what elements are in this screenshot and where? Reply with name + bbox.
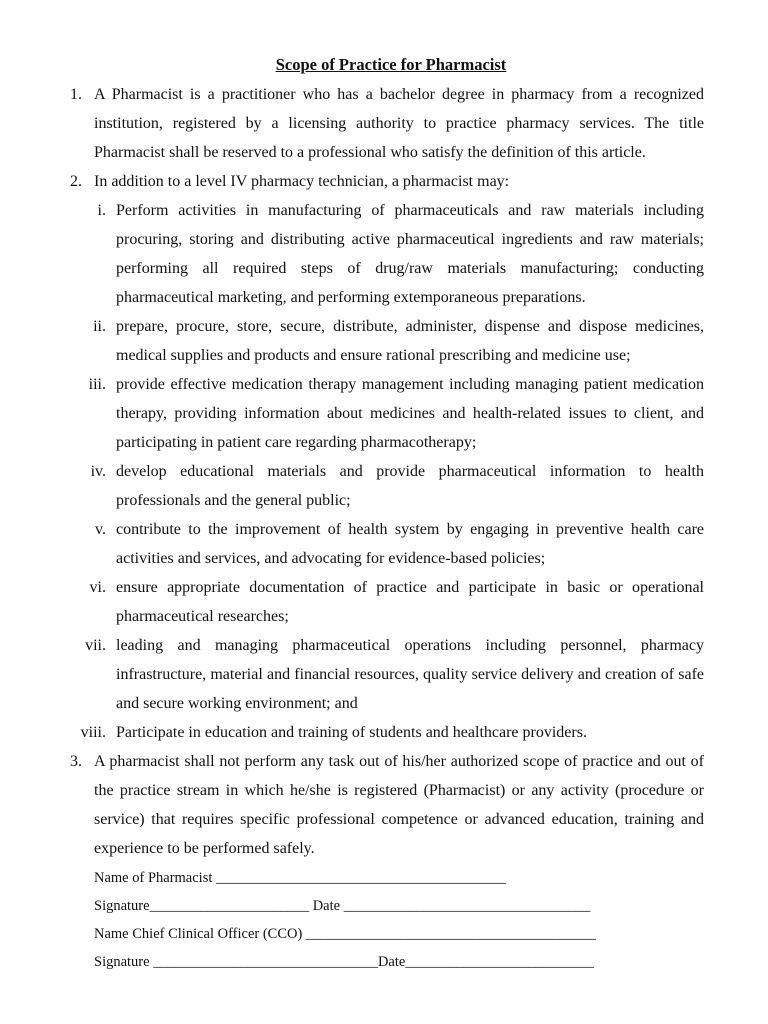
sub-item-number: vi. [89,579,106,596]
sub-item-number: iv. [90,463,106,480]
sub-item-text: Perform activities in manufacturing of pharmaceuticals and raw materials including procuring, storing and distributing active pharmaceutical ingredients and raw materials; performing all required steps of drug/raw materials manufacturing; conducting pharmaceutical marketing, and performing extemporaneous preparations. [116,202,704,306]
sub-item-v [64,515,704,573]
sub-item-iii [64,370,704,457]
sub-item-text: leading and managing pharmaceutical operations including personnel, pharmacy infrastructure, material and financial resources, quality service delivery and creation of safe and secure working environment; and [116,637,704,712]
signature-block [94,864,704,976]
sub-item-i [64,196,704,312]
sub-item-number: i. [97,202,106,219]
item-text: A pharmacist shall not perform any task out of his/her authorized scope of practice and out of the practice stream in which he/she is registered (Pharmacist) or any activity (procedure or service) that requires specific professional competence or advanced education, training and experience to be performed safely. [94,753,704,857]
cco-name-line: Name Chief Clinical Officer (CCO) ________________________________________ [94,926,596,942]
sub-item-number: viii. [80,724,106,741]
sub-item-text: contribute to the improvement of health system by engaging in preventive health care activities and services, and advocating for evidence-based policies; [116,521,704,567]
sub-item-number: ii. [93,318,106,335]
sub-item-text: Participate in education and training of students and healthcare providers. [116,724,587,741]
sub-item-viii [64,718,704,747]
list-item-1 [64,80,704,167]
sub-item-number: vii. [85,637,106,654]
sub-item-ii [64,312,704,370]
sub-item-text: develop educational materials and provide pharmaceutical information to health professionals and the general public; [116,463,704,509]
sub-item-vii [64,631,704,718]
document-body [64,80,704,976]
sub-item-iv [64,457,704,515]
item-number: 3. [70,753,82,770]
item-number: 1. [70,86,82,103]
item-number: 2. [70,173,82,190]
document-title: Scope of Practice for Pharmacist [275,55,507,74]
sub-item-number: v. [95,521,106,538]
sub-item-number: iii. [88,376,106,393]
item-text: A Pharmacist is a practitioner who has a bachelor degree in pharmacy from a recognized institution, registered by a licensing authority to practice pharmacy services. The title Pharmacist shall be reserved to a professional who satisfy the definition of this article. [94,86,704,161]
sub-item-text: ensure appropriate documentation of practice and participate in basic or operational pharmaceutical researches; [116,579,704,625]
list-item-2 [64,167,704,196]
item-text: In addition to a level IV pharmacy technician, a pharmacist may: [94,173,510,190]
sub-item-text: provide effective medication therapy management including managing patient medication therapy, providing information about medicines and health-related issues to client, and participating in patient care regarding pharmacotherapy; [116,376,704,451]
sub-item-vi [64,573,704,631]
sub-item-text: prepare, procure, store, secure, distribute, administer, dispense and dispose medicines, medical supplies and products and ensure rational prescribing and medicine use; [116,318,704,364]
pharmacist-name-line: Name of Pharmacist ________________________________________ [94,870,507,886]
pharmacist-signature-date-line: Signature______________________ Date __________________________________ [94,898,591,914]
list-item-3 [64,747,704,863]
cco-signature-date-line: Signature _______________________________Date__________________________ [94,954,594,970]
